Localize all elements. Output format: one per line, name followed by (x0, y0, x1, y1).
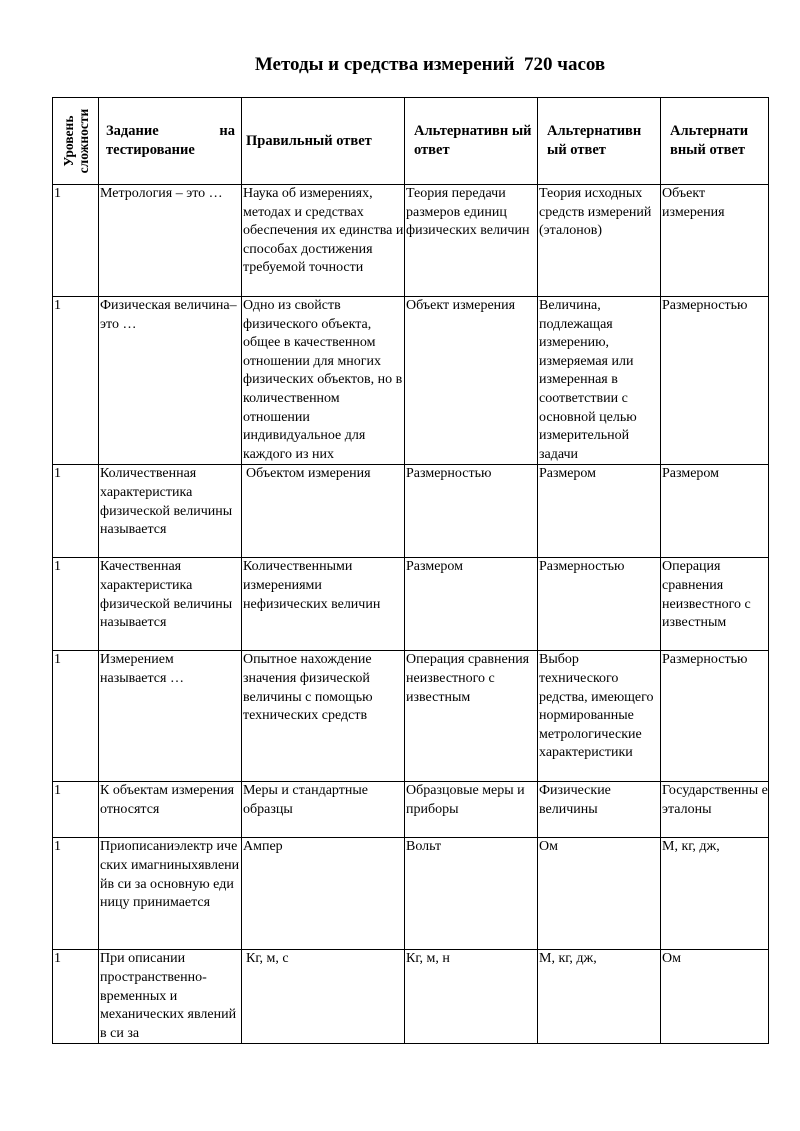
table-row (53, 782, 769, 838)
table-row (53, 651, 769, 782)
alt-answer-1-cell: Объект измерения (405, 297, 538, 465)
correct-answer-cell: Количественными измерениями нефизических величин (242, 558, 405, 651)
correct-answer-cell: Наука об измерениях, методах и средствах обеспечения их единства и способах достижения требуемой точности (242, 185, 405, 297)
alt-answer-1-cell: Образцовые меры и приборы (405, 782, 538, 838)
task-cell: К объектам измерения относятся (99, 782, 242, 838)
table-header-row (53, 98, 769, 185)
level-cell: 1 (53, 782, 99, 838)
alt-answer-2-cell: Физические величины (538, 782, 661, 838)
table-row (53, 297, 769, 465)
task-cell: Количественная характеристика физической величины называется (99, 465, 242, 558)
alt-answer-2-cell: Выбор технического редства, имеющего нормированные метрологические характеристики (538, 651, 661, 782)
correct-answer-cell: Меры и стандартные образцы (242, 782, 405, 838)
alt-answer-2-cell: Ом (538, 838, 661, 950)
table-row (53, 185, 769, 297)
task-cell: При описании пространственно-временных и механических явлений в си за (99, 950, 242, 1044)
table-row (53, 558, 769, 651)
task-cell: Физическая величина– это … (99, 297, 242, 465)
level-cell: 1 (53, 838, 99, 950)
task-cell: Качественная характеристика физической величины называется (99, 558, 242, 651)
correct-answer-cell: Ампер (242, 838, 405, 950)
alt-answer-2-cell: Величина, подлежащая измерению, измеряемая или измеренная в соответствии с основной целью измерительной задачи (538, 297, 661, 465)
table-row (53, 465, 769, 558)
alt-answer-1-cell: Вольт (405, 838, 538, 950)
alt-answer-3-cell: Размерностью (661, 651, 769, 782)
level-cell: 1 (53, 651, 99, 782)
alt-answer-3-cell: Ом (661, 950, 769, 1044)
table-row (53, 950, 769, 1044)
alt-answer-2-cell: Теория исходных средств измерений (эталонов) (538, 185, 661, 297)
level-cell: 1 (53, 465, 99, 558)
task-cell: Измерением называется … (99, 651, 242, 782)
task-cell: Метрология – это … (99, 185, 242, 297)
task-cell: Приописаниэлектр ических имагниныхявленийв си за основную единицу принимается (99, 838, 242, 950)
level-cell: 1 (53, 558, 99, 651)
alt-answer-3-cell: Государственны е эталоны (661, 782, 769, 838)
correct-answer-cell: Объектом измерения (242, 465, 405, 558)
test-table (52, 97, 769, 1044)
header-alt-answer-2: Альтернативн ый ответ (538, 98, 661, 185)
alt-answer-1-cell: Операция сравнения неизвестного с известным (405, 651, 538, 782)
header-correct-answer: Правильный ответ (242, 98, 405, 185)
alt-answer-3-cell: Операция сравнения неизвестного с известным (661, 558, 769, 651)
level-cell: 1 (53, 297, 99, 465)
header-alt-answer-1: Альтернативн ый ответ (405, 98, 538, 185)
level-cell: 1 (53, 950, 99, 1044)
header-alt-answer-3: Альтернати вный ответ (661, 98, 769, 185)
alt-answer-1-cell: Размерностью (405, 465, 538, 558)
header-task: Задание на тестирование (99, 98, 242, 185)
header-level: Уровень сложности (53, 98, 99, 185)
alt-answer-3-cell: М, кг, дж, (661, 838, 769, 950)
alt-answer-2-cell: Размерностью (538, 558, 661, 651)
alt-answer-1-cell: Размером (405, 558, 538, 651)
level-cell: 1 (53, 185, 99, 297)
alt-answer-2-cell: М, кг, дж, (538, 950, 661, 1044)
page-title: Методы и средства измерений 720 часов (254, 54, 606, 75)
alt-answer-3-cell: Размером (661, 465, 769, 558)
correct-answer-cell: Кг, м, с (242, 950, 405, 1044)
alt-answer-3-cell: Размерностью (661, 297, 769, 465)
alt-answer-1-cell: Теория передачи размеров единиц физических величин (405, 185, 538, 297)
alt-answer-3-cell: Объект измерения (661, 185, 769, 297)
alt-answer-2-cell: Размером (538, 465, 661, 558)
correct-answer-cell: Одно из свойств физического объекта, общее в качественном отношении для многих физических объектов, но в количественном отношении индивидуальное для каждого из них (242, 297, 405, 465)
correct-answer-cell: Опытное нахождение значения физической величины с помощью технических средств (242, 651, 405, 782)
table-row (53, 838, 769, 950)
alt-answer-1-cell: Кг, м, н (405, 950, 538, 1044)
